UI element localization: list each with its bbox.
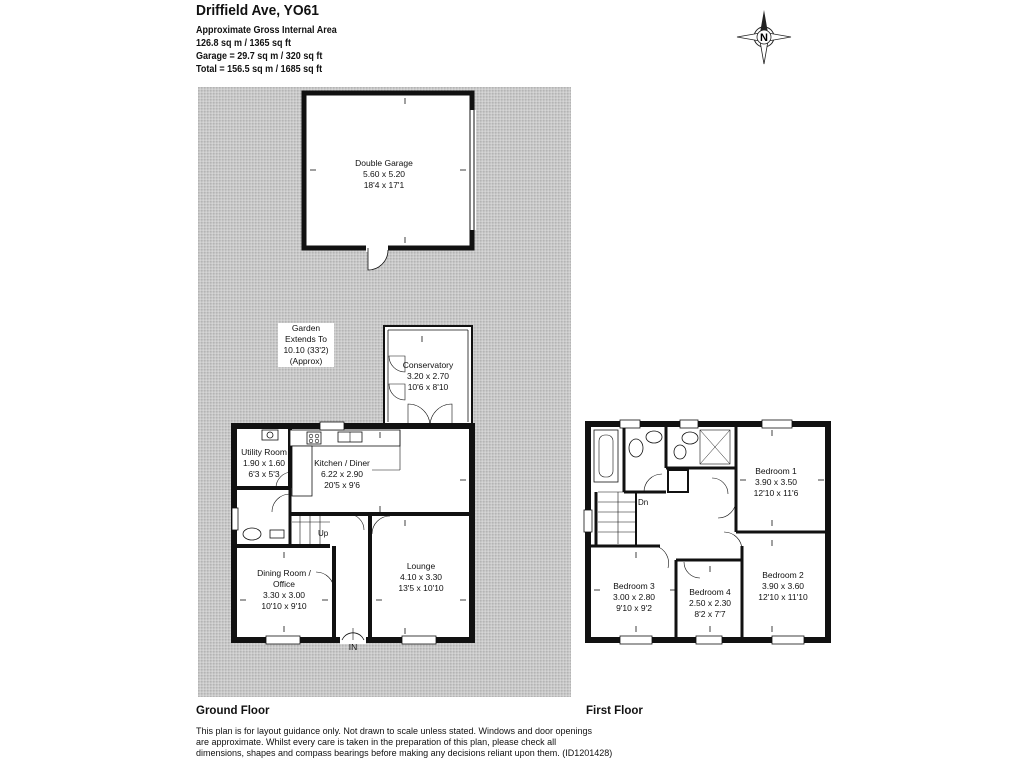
compass-rose-icon xyxy=(737,10,791,64)
bedroom4-name: Bedroom 4 xyxy=(689,587,731,597)
disclaimer-line2: are approximate. Whilst every care is taken in the preparation of this plan, please check all xyxy=(196,737,557,747)
bedroom3-metric: 3.00 x 2.80 xyxy=(612,592,656,602)
lounge-name: Lounge xyxy=(406,561,436,571)
disclaimer-line3: dimensions, shapes and compass bearings before making any decisions reliant upon them. (ID1201428) xyxy=(196,748,613,758)
disclaimer xyxy=(196,726,636,759)
bedroom2-metric: 3.90 x 3.60 xyxy=(761,581,805,591)
conservatory-imperial: 10'6 x 8'10 xyxy=(407,382,449,392)
kitchen-name: Kitchen / Diner xyxy=(314,458,370,468)
bedroom4-imperial: 8'2 x 7'7 xyxy=(694,609,726,619)
internal-area: 126.8 sq m / 1365 sq ft xyxy=(196,38,292,49)
total-area: Total = 156.5 sq m / 1685 sq ft xyxy=(196,64,323,75)
first-floor-label: First Floor xyxy=(586,705,643,717)
compass-north-label: N xyxy=(760,32,768,44)
dining-imperial: 10'10 x 9'10 xyxy=(261,601,307,611)
garage-area: Garage = 29.7 sq m / 320 sq ft xyxy=(196,51,323,62)
bedroom3-imperial: 9'10 x 9'2 xyxy=(616,603,652,613)
disclaimer-line1: This plan is for layout guidance only. Not drawn to scale unless stated. Windows and door openings xyxy=(196,726,593,736)
stairs-down-label: Dn xyxy=(638,498,649,507)
bedroom1-imperial: 12'10 x 11'6 xyxy=(753,488,799,498)
ground-floor-label: Ground Floor xyxy=(196,705,270,717)
kitchen-imperial: 20'5 x 9'6 xyxy=(324,480,360,490)
bedroom1-name: Bedroom 1 xyxy=(755,466,797,476)
bedroom3-name: Bedroom 3 xyxy=(613,581,655,591)
garage-name: Double Garage xyxy=(355,158,413,168)
bedroom2-name: Bedroom 2 xyxy=(762,570,804,580)
entrance-label: IN xyxy=(348,642,358,652)
bedroom2-imperial: 12'10 x 11'10 xyxy=(758,592,808,602)
stairs-up-label: Up xyxy=(318,529,329,538)
dining-name-line1: Dining Room / xyxy=(257,568,311,578)
lounge-metric: 4.10 x 3.30 xyxy=(399,572,443,582)
bedroom1-metric: 3.90 x 3.50 xyxy=(754,477,798,487)
dining-metric: 3.30 x 3.00 xyxy=(262,590,306,600)
garden-line1: Garden xyxy=(291,323,321,333)
plan-title: Driffield Ave, YO61 xyxy=(196,2,319,19)
lounge-imperial: 13'5 x 10'10 xyxy=(398,583,444,593)
garden-line3: 10.10 (33'2) xyxy=(283,345,329,355)
utility-name: Utility Room xyxy=(241,447,287,457)
garage-metric: 5.60 x 5.20 xyxy=(362,169,406,179)
utility-imperial: 6'3 x 5'3 xyxy=(248,469,280,479)
dining-name-line2: Office xyxy=(272,579,296,589)
bedroom4-metric: 2.50 x 2.30 xyxy=(688,598,732,608)
conservatory-metric: 3.20 x 2.70 xyxy=(406,371,450,381)
area-heading: Approximate Gross Internal Area xyxy=(196,25,337,36)
garden-line2: Extends To xyxy=(285,334,327,344)
garage-imperial: 18'4 x 17'1 xyxy=(363,180,405,190)
utility-metric: 1.90 x 1.60 xyxy=(242,458,286,468)
kitchen-metric: 6.22 x 2.90 xyxy=(320,469,364,479)
conservatory-name: Conservatory xyxy=(402,360,454,370)
garden-line4: (Approx) xyxy=(289,356,323,366)
